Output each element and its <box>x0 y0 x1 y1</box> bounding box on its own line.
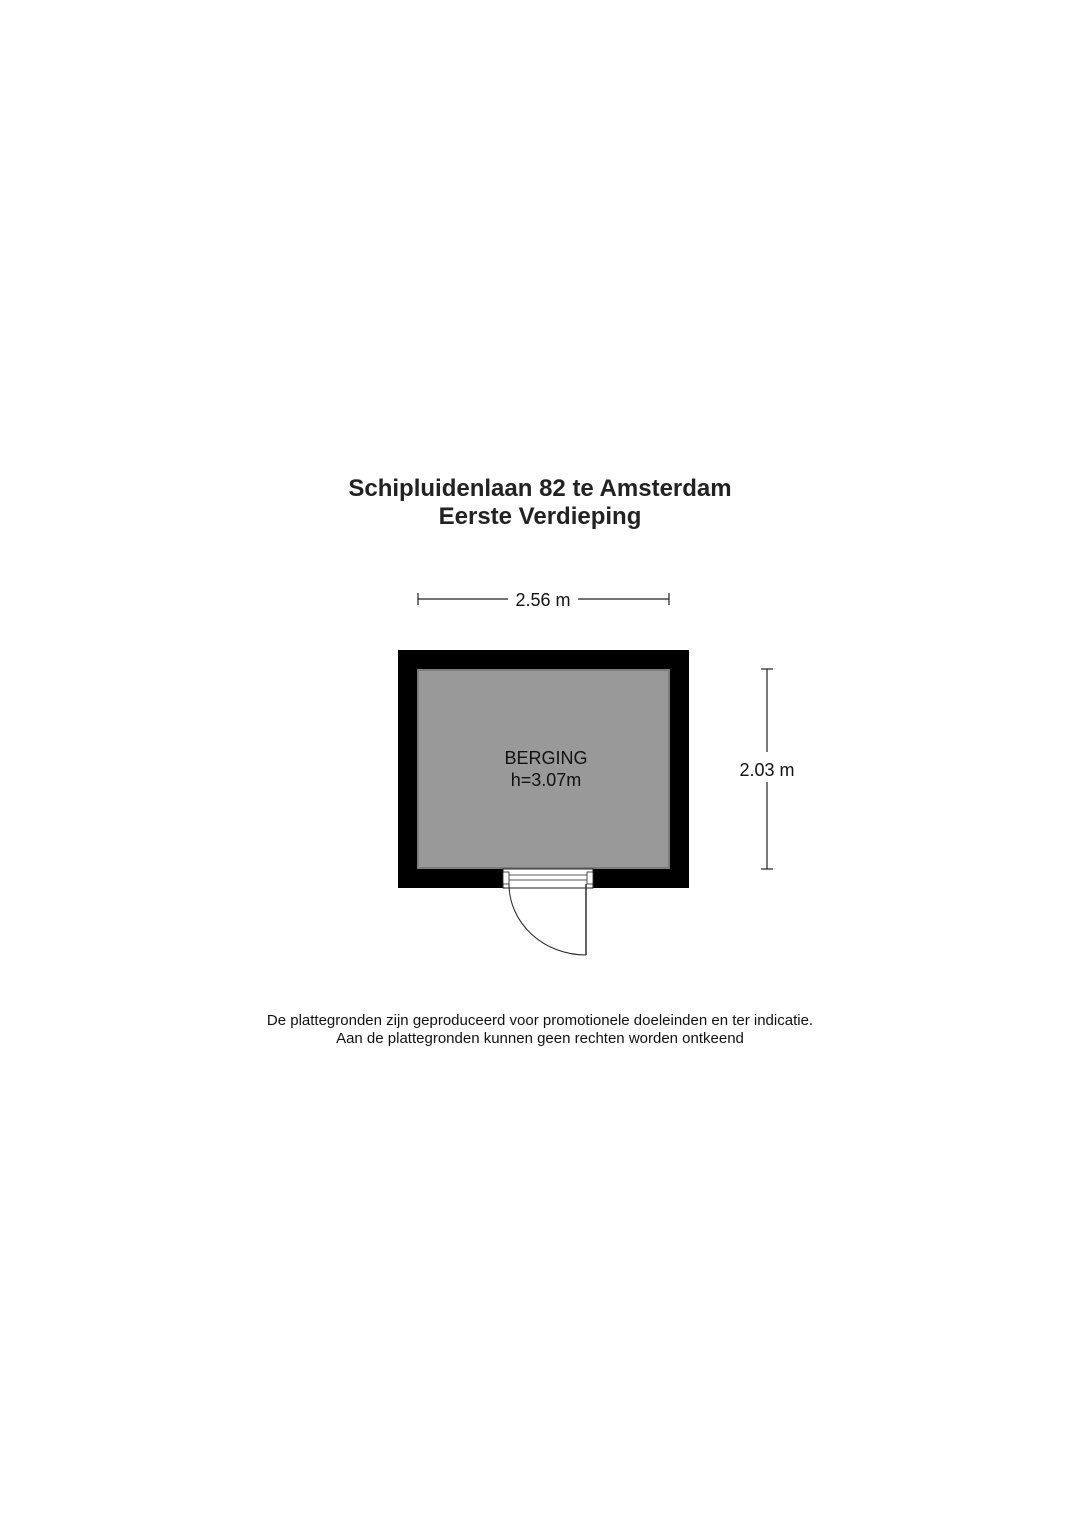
room-name: BERGING <box>504 748 588 768</box>
depth-dimension <box>739 669 794 869</box>
floor-subtitle: Eerste Verdieping <box>438 503 642 530</box>
width-label: 2.56 m <box>515 590 571 610</box>
disclaimer-line-1: De plattegronden zijn geproduceerd voor promotionele doeleinden en ter indicatie. <box>266 1012 814 1029</box>
disclaimer-line-2: Aan de plattegronden kunnen geen rechten worden ontkeend <box>336 1030 744 1047</box>
plan-title: Schipluidenlaan 82 te Amsterdam <box>348 475 732 502</box>
room-height: h=3.07m <box>510 770 582 790</box>
depth-label: 2.03 m <box>739 760 795 780</box>
door <box>509 884 586 955</box>
width-dimension <box>418 590 669 610</box>
